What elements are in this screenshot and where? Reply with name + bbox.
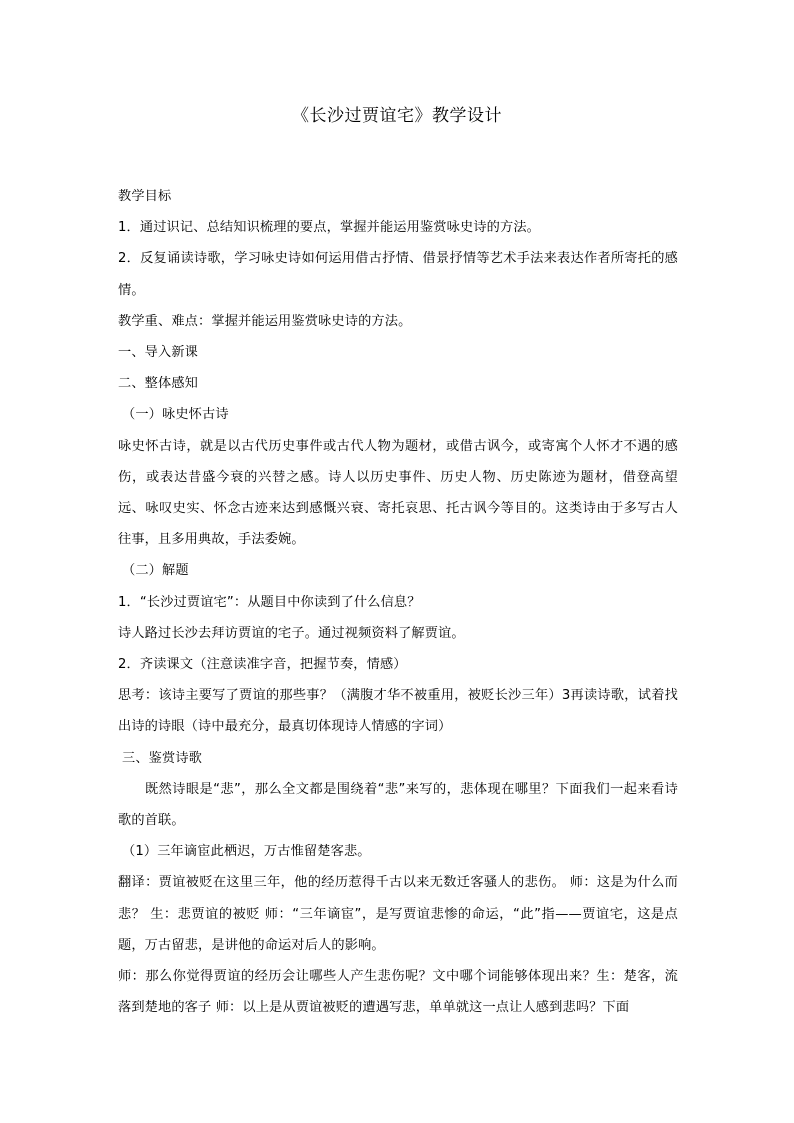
- translation-paragraph: 翻译：贾谊被贬在这里三年，他的经历惹得千古以来无数迁客骚人的悲伤。 师：这是为什么而悲？ 生：悲贾谊的被贬 师：“三年谪宦”，是写贾谊悲惨的命运，“此”指——贾谊宅，这是点题，万古留悲，是讲他的命运对后人的影响。: [118, 875, 678, 953]
- thinking-question: 思考：该诗主要写了贾谊的那些事？（满腹才华不被重用，被贬长沙三年）3再读诗歌，试着找出诗的诗眼（诗中最充分，最真切体现诗人情感的字词）: [118, 688, 678, 735]
- subsection-heading-title-explanation: （二）解题: [122, 563, 189, 579]
- poem-line-1: （1）三年谪宦此栖迟，万古惟留楚客悲。: [122, 844, 371, 860]
- key-difficult-points: 教学重、难点：掌握并能运用鉴赏咏史诗的方法。: [118, 313, 412, 329]
- history-poems-paragraph: 咏史怀古诗，就是以古代历史事件或古代人物为题材，或借古讽今，或寄寓个人怀才不遇的感伤，或表达昔盛今衰的兴替之感。诗人以历史事件、历史人物、历史陈迹为题材，借登高望远、咏叹史实、怀念古迹来达到感慨兴衰、寄托哀思、托古讽今等目的。这类诗由于多写古人往事，且多用典故，手法委婉。: [118, 438, 678, 548]
- question-2: 2．齐读课文（注意读准字音，把握节奏，情感）: [118, 657, 407, 673]
- answer-1: 诗人路过长沙去拜访贾谊的宅子。通过视频资料了解贾谊。: [118, 625, 465, 641]
- section-heading-overall-perception: 二、整体感知: [118, 376, 199, 392]
- section-heading-appreciation: 三、鉴赏诗歌: [122, 750, 203, 766]
- section-heading-introduction: 一、导入新课: [118, 345, 199, 361]
- objective-1: 1．通过识记、总结知识梳理的要点，掌握并能运用鉴赏咏史诗的方法。: [118, 220, 540, 236]
- subsection-heading-history-poems: （一）咏史怀古诗: [122, 407, 229, 423]
- question-1: 1．“长沙过贾谊宅”：从题目中你读到了什么信息？: [118, 594, 421, 610]
- dialogue-paragraph: 师：那么你觉得贾谊的经历会让哪些人产生悲伤呢？文中哪个词能够体现出来？生：楚客，流落到楚地的客子 师：以上是从贾谊被贬的遭遇写悲，单单就这一点让人感到悲吗？下面: [118, 969, 678, 1016]
- section-heading-objectives: 教学目标: [118, 189, 172, 204]
- document-body: [118, 181, 678, 1023]
- appreciation-intro: 既然诗眼是“悲”，那么全文都是围绕着“悲”来写的，悲体现在哪里？下面我们一起来看诗歌的首联。: [118, 781, 678, 829]
- page-title: 《长沙过贾谊宅》教学设计: [292, 106, 502, 126]
- objective-2: 2．反复诵读诗歌，学习咏史诗如何运用借古抒情、借景抒情等艺术手法来表达作者所寄托的感情。: [118, 251, 678, 298]
